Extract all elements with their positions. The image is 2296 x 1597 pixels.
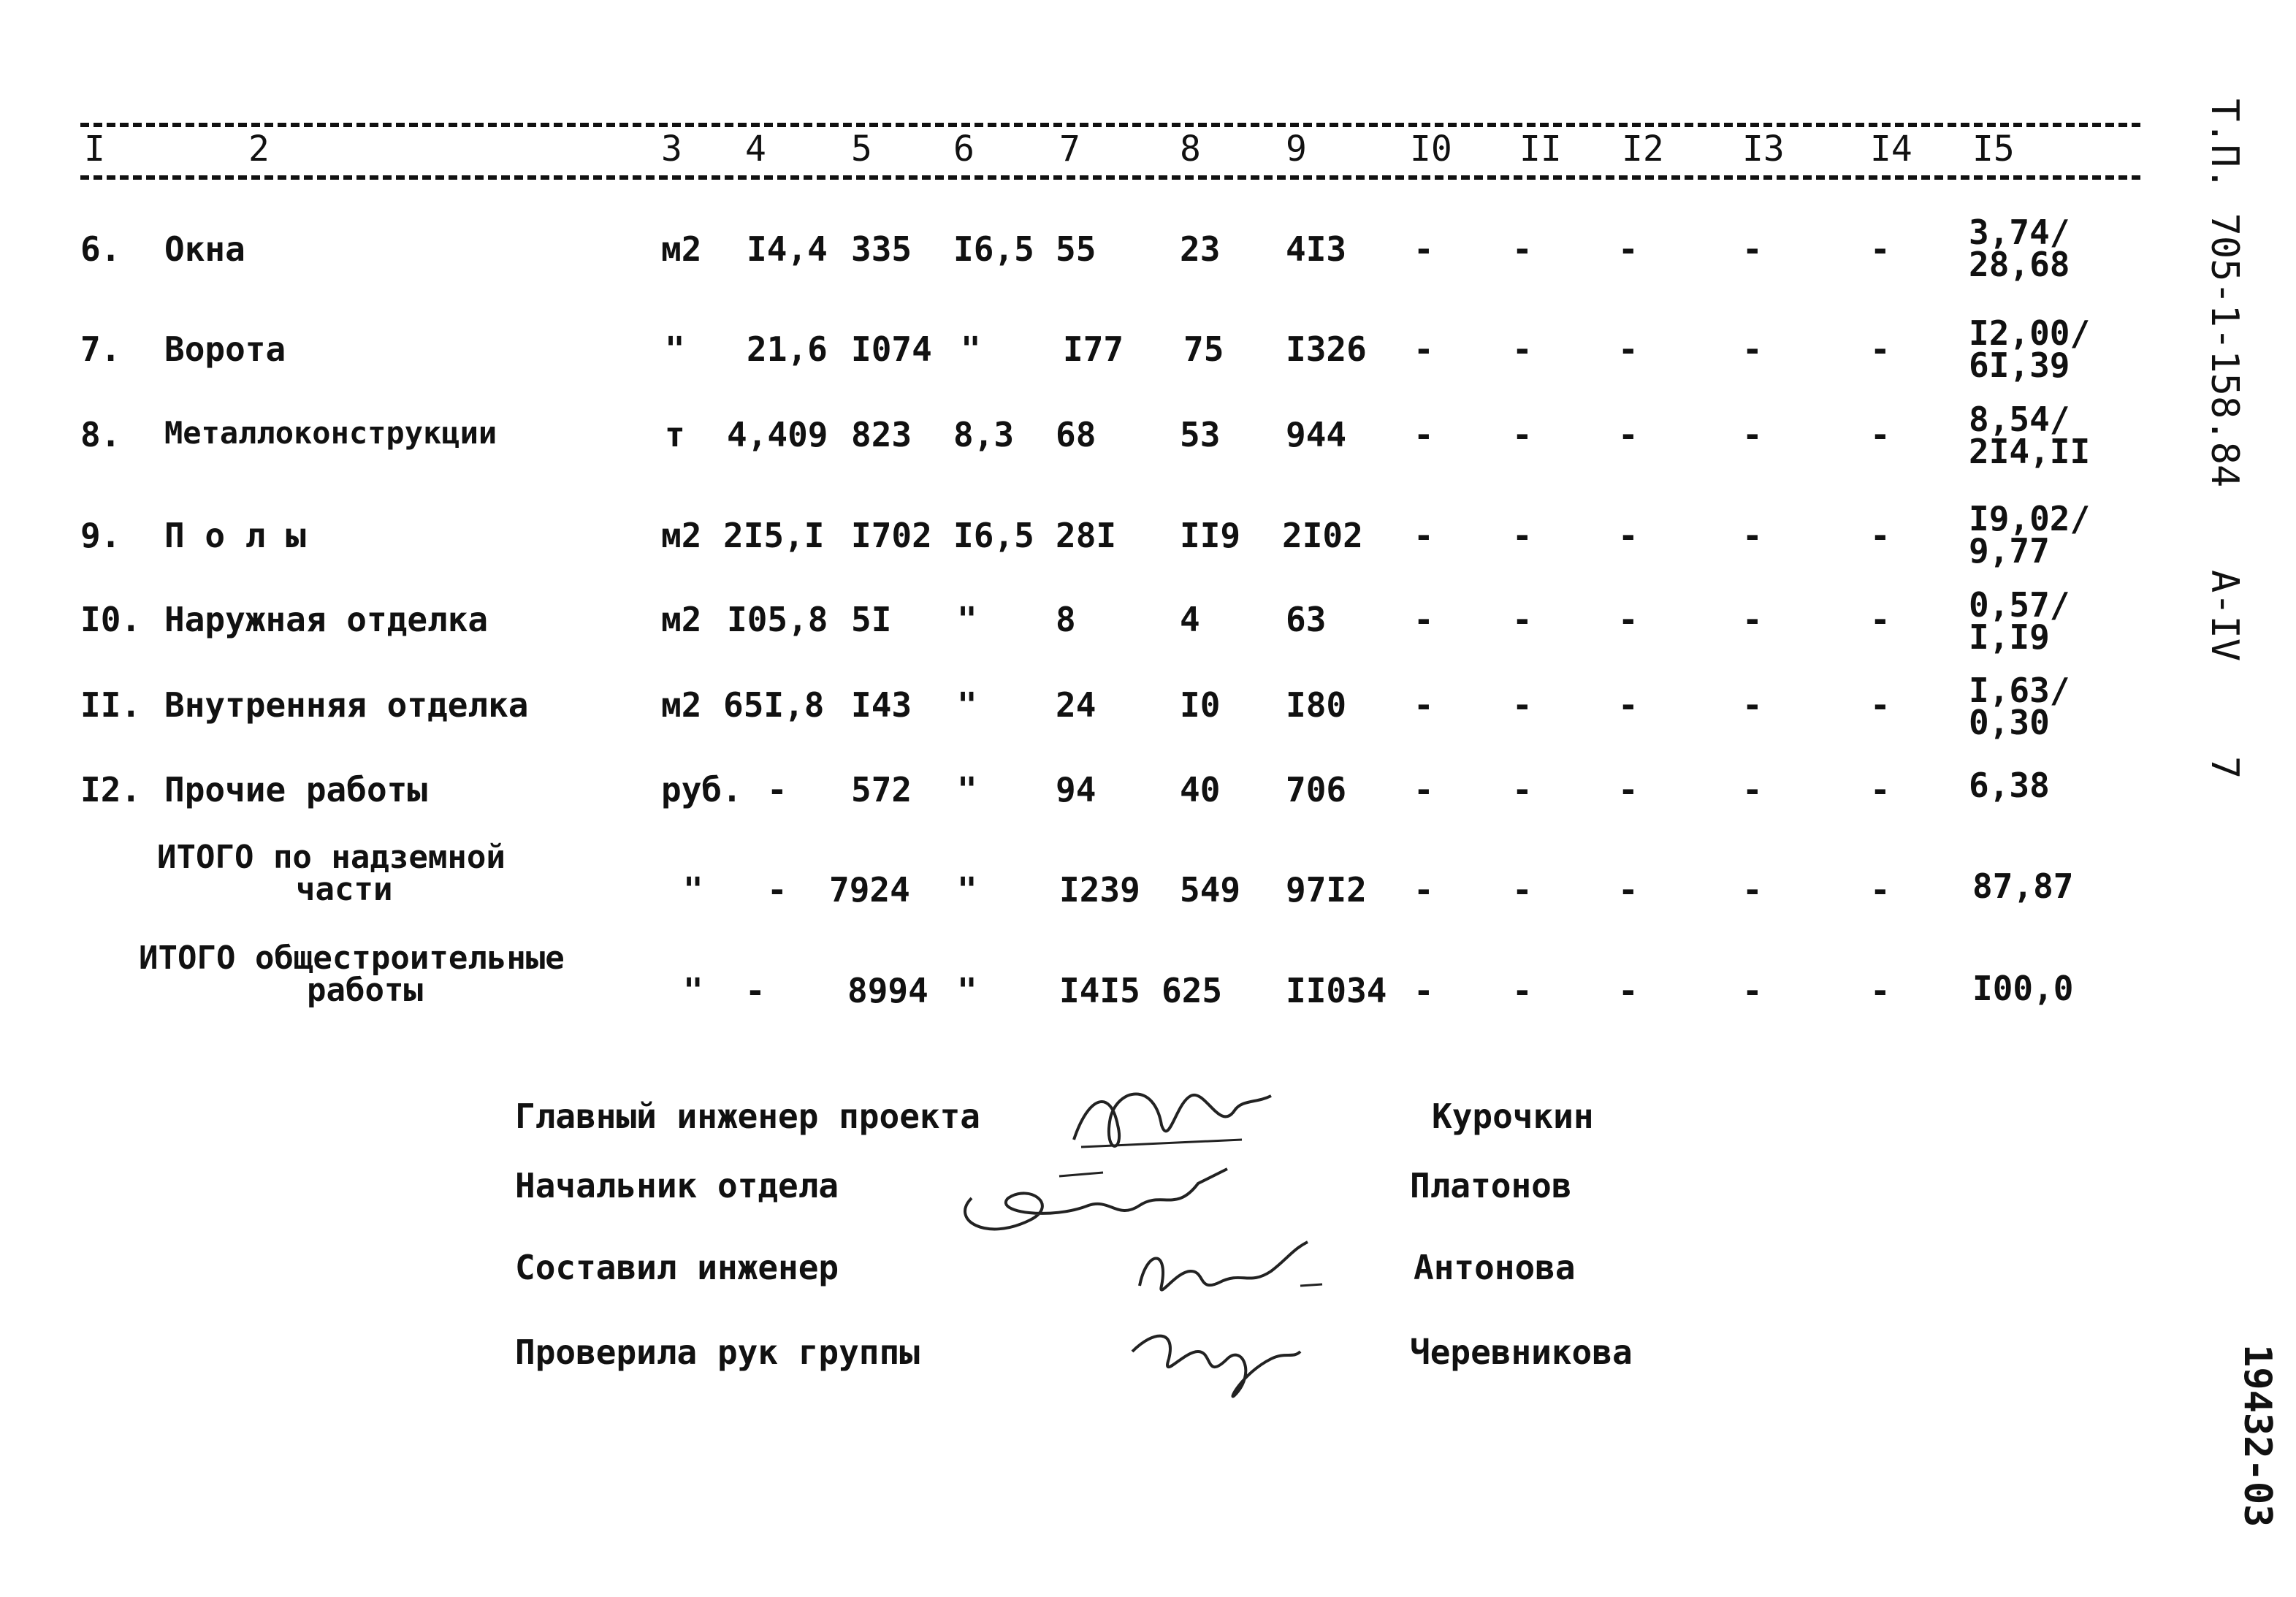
row-col-13: - — [1742, 600, 1763, 639]
total-col-12: - — [1618, 971, 1639, 1010]
row-unit: т — [665, 415, 685, 454]
row-col-9: 944 — [1286, 415, 1347, 454]
row-col-11: - — [1512, 600, 1533, 639]
row-col-10: - — [1414, 229, 1434, 269]
signature-name: Платонов — [1410, 1166, 1572, 1205]
total-col-8: 549 — [1180, 870, 1241, 910]
row-col-8: 75 — [1183, 329, 1224, 369]
row-col-15-top: 0,57/ — [1969, 585, 2070, 625]
total-col-15: I00,0 — [1972, 969, 2074, 1008]
row-col-4: 65I,8 — [723, 685, 825, 725]
side-stamp-number: 19432-03 — [2235, 1344, 2279, 1528]
total-col-9: 97I2 — [1286, 870, 1367, 910]
row-name: Металлоконструкции — [164, 415, 497, 451]
signature-scribble-3 — [1125, 1227, 1330, 1308]
row-col-12: - — [1618, 229, 1639, 269]
row-col-7: 8 — [1056, 600, 1076, 639]
total-col-6: " — [957, 870, 977, 910]
row-unit: м2 — [661, 516, 702, 555]
row-col-7: 28I — [1056, 516, 1117, 555]
row-col-14: - — [1870, 329, 1891, 369]
row-col-4: I4,4 — [747, 229, 828, 269]
total-col-11: - — [1512, 870, 1533, 910]
row-col-5: 5I — [851, 600, 892, 639]
row-col-8: 40 — [1180, 770, 1221, 809]
row-number: I2. — [80, 770, 142, 809]
row-col-11: - — [1512, 685, 1533, 725]
row-number: I0. — [80, 600, 142, 639]
row-col-12: - — [1618, 516, 1639, 555]
total-col-14: - — [1870, 971, 1891, 1010]
signature-scribble-1 — [1059, 1067, 1293, 1169]
total-col-5: 8994 — [847, 971, 928, 1010]
row-col-14: - — [1870, 600, 1891, 639]
row-col-11: - — [1512, 516, 1533, 555]
row-col-15-bottom: 6I,39 — [1969, 346, 2070, 385]
row-col-11: - — [1512, 229, 1533, 269]
row-col-11: - — [1512, 415, 1533, 454]
row-col-15-top: 8,54/ — [1969, 400, 2070, 439]
row-col-13: - — [1742, 229, 1763, 269]
row-col-8: 53 — [1180, 415, 1221, 454]
total-unit: " — [683, 971, 703, 1010]
row-col-5: I074 — [851, 329, 932, 369]
row-number: II. — [80, 685, 142, 725]
total-col-13: - — [1742, 870, 1763, 910]
row-col-15-bottom: 9,77 — [1969, 531, 2050, 571]
row-col-4: 4,409 — [727, 415, 828, 454]
side-album-code: А-IV — [2202, 570, 2246, 662]
row-col-15-bottom: 2I4,II — [1969, 432, 2091, 471]
row-col-15-top: 3,74/ — [1969, 213, 2070, 252]
row-col-10: - — [1414, 329, 1434, 369]
row-col-10: - — [1414, 770, 1434, 809]
row-col-9: 706 — [1286, 770, 1347, 809]
signature-name: Антонова — [1414, 1248, 1576, 1287]
row-col-5: I702 — [851, 516, 932, 555]
total-label-line1: ИТОГО по надземной — [157, 839, 506, 876]
row-col-8: 23 — [1180, 229, 1221, 269]
row-col-12: - — [1618, 770, 1639, 809]
header-col-12: I2 — [1622, 129, 1664, 169]
row-col-12: - — [1618, 329, 1639, 369]
row-col-15-bottom: 28,68 — [1969, 245, 2070, 284]
row-col-13: - — [1742, 415, 1763, 454]
row-col-7: 94 — [1056, 770, 1096, 809]
total-col-9: II034 — [1286, 971, 1387, 1010]
total-col-4: - — [745, 971, 766, 1010]
header-top-rule — [80, 123, 2140, 127]
row-col-11: - — [1512, 329, 1533, 369]
row-col-8: II9 — [1180, 516, 1241, 555]
header-col-14: I4 — [1870, 129, 1912, 169]
header-col-3: 3 — [661, 129, 682, 169]
row-number: 6. — [80, 229, 121, 269]
header-bottom-rule — [80, 175, 2140, 180]
row-name: Прочие работы — [164, 770, 428, 809]
row-col-10: - — [1414, 415, 1434, 454]
signature-name: Курочкин — [1432, 1097, 1594, 1136]
row-col-10: - — [1414, 600, 1434, 639]
total-col-7: I4I5 — [1059, 971, 1140, 1010]
header-col-9: 9 — [1286, 129, 1307, 169]
row-col-14: - — [1870, 516, 1891, 555]
row-col-7: 24 — [1056, 685, 1096, 725]
row-col-14: - — [1870, 229, 1891, 269]
side-page-number: 7 — [2202, 756, 2246, 780]
row-name: Внутренняя отделка — [164, 685, 529, 725]
row-col-5: 335 — [851, 229, 912, 269]
row-col-7: I77 — [1063, 329, 1124, 369]
row-col-15-top: I2,00/ — [1969, 313, 2091, 353]
row-name: Ворота — [164, 329, 286, 369]
total-col-10: - — [1414, 971, 1434, 1010]
row-col-10: - — [1414, 685, 1434, 725]
row-col-5: 572 — [851, 770, 912, 809]
row-name: П о л ы — [164, 516, 306, 555]
row-col-9: 4I3 — [1286, 229, 1347, 269]
row-unit: " — [665, 329, 685, 369]
signature-role: Проверила рук группы — [515, 1333, 920, 1372]
signature-role: Начальник отдела — [515, 1166, 839, 1205]
row-col-14: - — [1870, 770, 1891, 809]
row-col-5: 823 — [851, 415, 912, 454]
row-col-15-bottom: I,I9 — [1969, 617, 2050, 657]
row-col-7: 55 — [1056, 229, 1096, 269]
row-col-15-bottom: 0,30 — [1969, 703, 2050, 742]
header-col-15: I5 — [1972, 129, 2015, 169]
total-col-6: " — [957, 971, 977, 1010]
row-col-11: - — [1512, 770, 1533, 809]
row-col-6: " — [961, 329, 981, 369]
row-col-15-top: I,63/ — [1969, 671, 2070, 710]
row-col-13: - — [1742, 516, 1763, 555]
row-col-6: " — [957, 685, 977, 725]
signature-name: Черевникова — [1410, 1333, 1633, 1372]
total-col-10: - — [1414, 870, 1434, 910]
signature-scribble-4 — [1118, 1308, 1315, 1410]
row-unit: руб. — [661, 770, 742, 809]
row-col-12: - — [1618, 415, 1639, 454]
row-col-13: - — [1742, 685, 1763, 725]
total-col-8: 625 — [1162, 971, 1223, 1010]
row-col-8: I0 — [1180, 685, 1221, 725]
header-col-2: 2 — [248, 129, 270, 169]
row-col-4: - — [767, 770, 787, 809]
row-col-9: I326 — [1286, 329, 1367, 369]
row-col-7: 68 — [1056, 415, 1096, 454]
side-document-code: Т.П. 705-1-158.84 — [2202, 99, 2246, 488]
signature-role: Главный инженер проекта — [515, 1097, 980, 1136]
total-label-line2: части — [296, 871, 393, 908]
total-col-4: - — [767, 870, 787, 910]
header-col-4: 4 — [745, 129, 766, 169]
row-number: 7. — [80, 329, 121, 369]
total-col-13: - — [1742, 971, 1763, 1010]
total-col-15: 87,87 — [1972, 866, 2074, 906]
row-col-6: 8,3 — [953, 415, 1015, 454]
row-col-4: 2I5,I — [723, 516, 825, 555]
row-col-9: 2I02 — [1282, 516, 1363, 555]
row-col-9: 63 — [1286, 600, 1327, 639]
total-col-14: - — [1870, 870, 1891, 910]
row-col-6: " — [957, 600, 977, 639]
row-col-5: I43 — [851, 685, 912, 725]
row-col-6: I6,5 — [953, 516, 1034, 555]
row-col-12: - — [1618, 600, 1639, 639]
row-col-15-top: I9,02/ — [1969, 499, 2091, 538]
header-col-6: 6 — [953, 129, 975, 169]
row-col-8: 4 — [1180, 600, 1200, 639]
row-name: Наружная отделка — [164, 600, 489, 639]
total-label-line1: ИТОГО общестроительные — [139, 939, 565, 977]
header-col-7: 7 — [1059, 129, 1080, 169]
row-col-14: - — [1870, 415, 1891, 454]
row-unit: м2 — [661, 600, 702, 639]
total-col-7: I239 — [1059, 870, 1140, 910]
row-col-13: - — [1742, 329, 1763, 369]
row-number: 9. — [80, 516, 121, 555]
total-col-5: 7924 — [829, 870, 910, 910]
row-col-4: 21,6 — [747, 329, 828, 369]
row-col-6: " — [957, 770, 977, 809]
row-col-13: - — [1742, 770, 1763, 809]
row-number: 8. — [80, 415, 121, 454]
header-col-1: I — [84, 129, 105, 169]
row-col-10: - — [1414, 516, 1434, 555]
row-col-4: I05,8 — [727, 600, 828, 639]
signature-role: Составил инженер — [515, 1248, 839, 1287]
total-col-12: - — [1618, 870, 1639, 910]
total-col-11: - — [1512, 971, 1533, 1010]
row-col-6: I6,5 — [953, 229, 1034, 269]
row-col-15: 6,38 — [1969, 766, 2050, 805]
total-unit: " — [683, 870, 703, 910]
row-unit: м2 — [661, 229, 702, 269]
header-col-5: 5 — [851, 129, 872, 169]
header-col-11: II — [1519, 129, 1562, 169]
row-col-12: - — [1618, 685, 1639, 725]
row-unit: м2 — [661, 685, 702, 725]
header-col-8: 8 — [1180, 129, 1201, 169]
row-name: Окна — [164, 229, 245, 269]
row-col-9: I80 — [1286, 685, 1347, 725]
header-col-13: I3 — [1742, 129, 1785, 169]
header-col-10: I0 — [1410, 129, 1452, 169]
total-label-line2: работы — [307, 972, 423, 1009]
row-col-14: - — [1870, 685, 1891, 725]
